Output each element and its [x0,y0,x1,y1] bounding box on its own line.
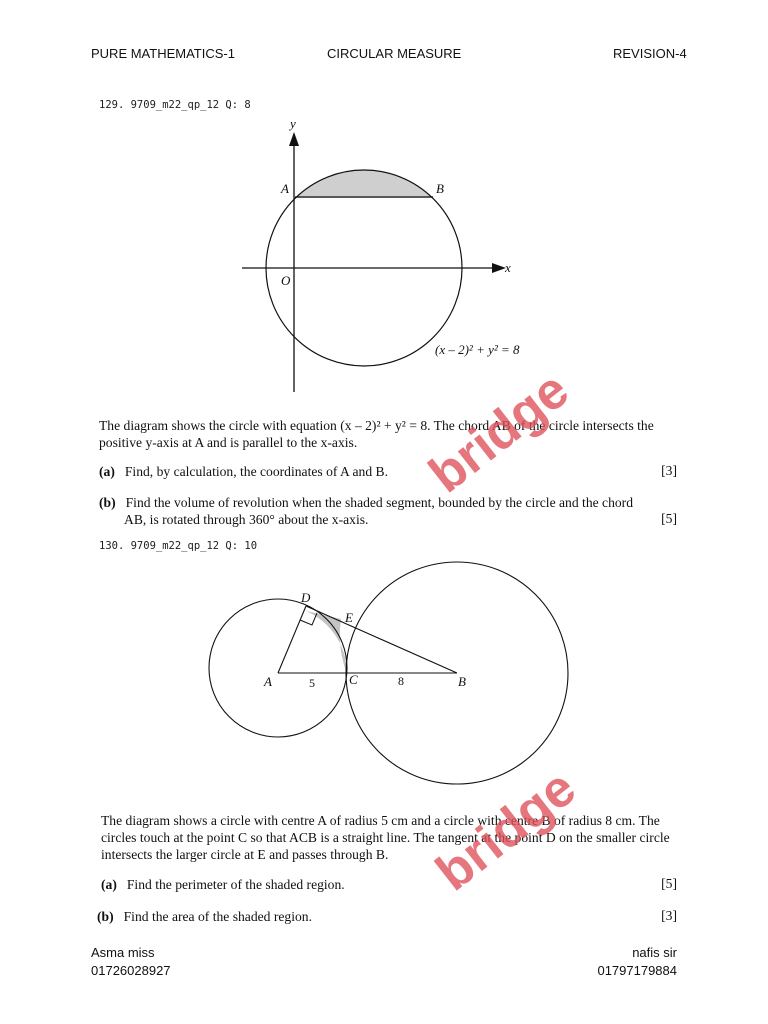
part-b-text: Find the area of the shaded region. [123,909,312,924]
part-b-text-line1: Find the volume of revolution when the shaded segment, bounded by the circle and the chord [125,495,633,510]
question-130-part-a-marks: [5] [661,876,677,891]
label-a: A [264,674,272,689]
footer-left-name: Asma miss [91,945,155,960]
label-y: y [290,116,296,131]
label-a: A [281,181,289,196]
question-130-text: The diagram shows a circle with centre A of radius 5 cm and a circle with centre B of radius 8 cm. The circles touch at the point C so that ACB is a straight line. The tangent at the point D on the smaller circle intersects the larger circle at E and passes through B. [101,813,670,862]
part-a-label: (a) [99,464,115,479]
part-b-label: (b) [99,495,116,510]
label-x: x [505,260,511,275]
question-129-part-b-marks: [5] [661,511,677,526]
header-center: CIRCULAR MEASURE [327,46,462,61]
header-right: REVISION-4 [613,46,687,61]
label-b: B [458,674,466,689]
question-129-part-b-line2: AB, is rotated through 360° about the x-axis. [124,512,369,527]
header-left: PURE MATHEMATICS-1 [91,46,235,61]
footer-right-phone: 01797179884 [597,963,677,978]
footer-right-name: nafis sir [632,945,677,960]
question-130-part-b-marks: [3] [661,908,677,923]
label-o: O [281,273,291,288]
footer-left-phone: 01726028927 [91,963,171,978]
label-eight: 8 [398,674,404,688]
part-b-label: (b) [97,909,114,924]
question-129-text: The diagram shows the circle with equation (x – 2)² + y² = 8. The chord AB of the circle intersects the positive y-axis at A and is parallel to the x-axis. [99,418,654,450]
label-c: C [349,672,358,687]
label-b: B [436,181,444,196]
watermark-upper: bridge [418,360,580,505]
label-e: E [345,610,353,625]
part-a-text: Find the perimeter of the shaded region. [126,877,345,892]
question-130-id: 130. 9709_m22_qp_12 Q: 10 [99,540,258,552]
equation-label: (x – 2)² + y² = 8 [435,342,520,357]
question-129-part-a-marks: [3] [661,463,677,478]
question-130-part-a [101,876,345,893]
shaded-region [306,611,347,674]
question-129-id: 129. 9709_m22_qp_12 Q: 8 [99,99,251,111]
watermark-lower: bridge [425,758,587,903]
label-d: D [301,590,311,605]
part-a-label: (a) [101,877,117,892]
radius-ad [278,606,306,673]
tangent-db [306,606,457,673]
label-five: 5 [309,676,315,690]
question-130-part-b [97,908,312,925]
part-a-text: Find, by calculation, the coordinates of A and B. [124,464,388,479]
